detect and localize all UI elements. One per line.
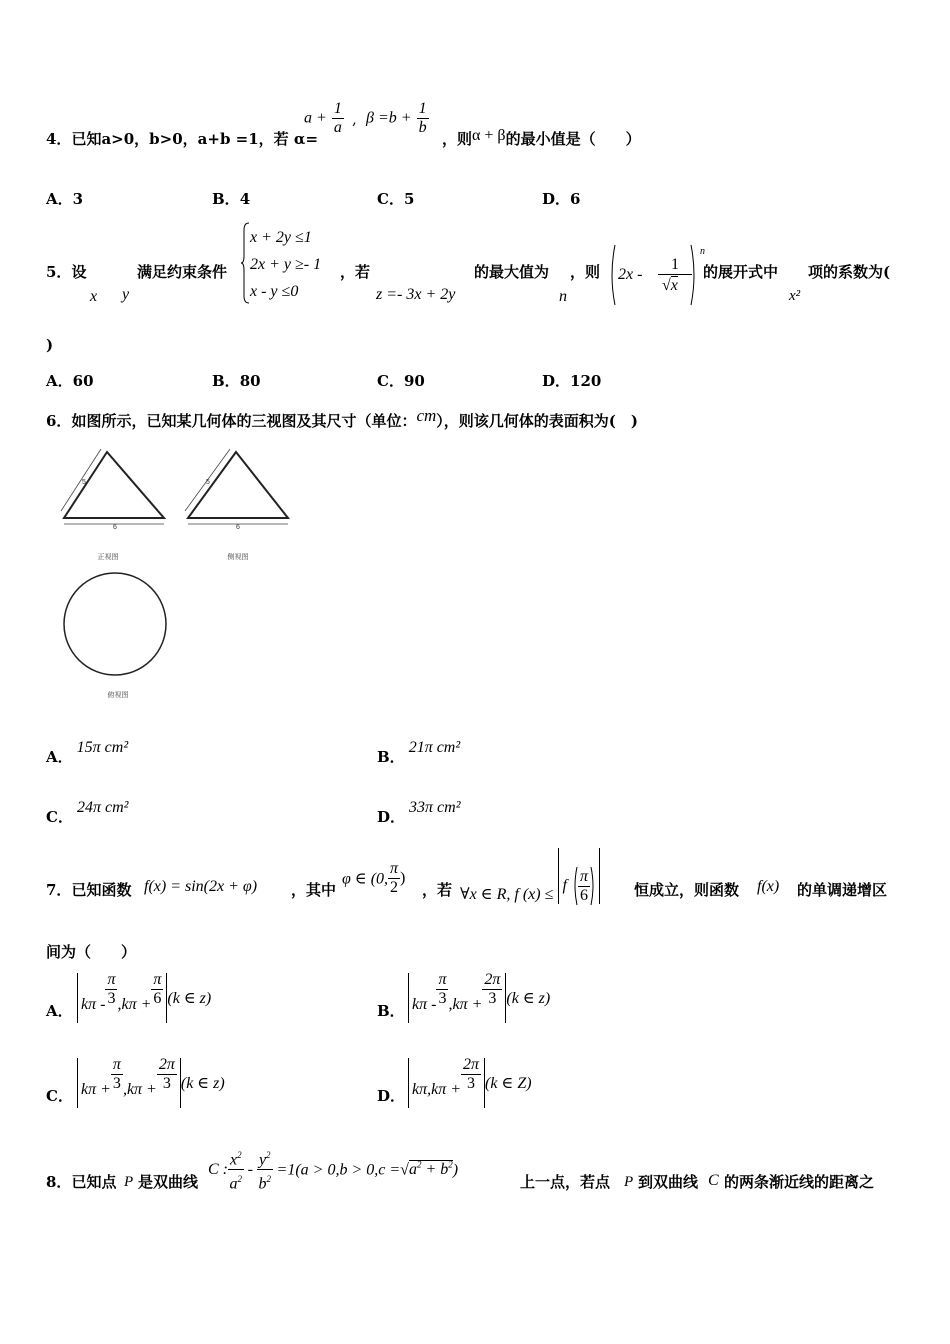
q7-text5: 的单调递增区: [797, 881, 888, 899]
q4-beta-expression: β =b + $\frac{1}{b}$: [366, 100, 427, 136]
q5-text3: ，若: [340, 263, 371, 281]
q5-option-b[interactable]: B．80: [212, 372, 261, 390]
q6-option-b[interactable]: B．21π cm²: [377, 739, 461, 766]
question-5-stem: [46, 261, 86, 282]
q6-front-base-label: 6: [113, 524, 117, 531]
q5-text4: 的最大值为: [474, 263, 550, 281]
q7-option-b[interactable]: kπ - $\frac{\pi}{3}$ ,kπ + $\frac{2\pi}{3}$ (k ∈ z): [408, 973, 550, 1023]
q5-term: x²: [789, 288, 801, 304]
q4-option-b[interactable]: B．4: [212, 190, 251, 208]
q7-text4: 恒成立，则函数: [634, 881, 740, 899]
question-8-stem: [46, 1171, 116, 1192]
q5-var-n: n: [559, 288, 567, 305]
q5-constraint-1: x + 2y ≤1: [250, 229, 312, 246]
q4-option-d[interactable]: D．6: [542, 190, 581, 208]
q8-text5: 的两条渐近线的距离之: [724, 1173, 875, 1191]
q6-front-view-caption: 正视图: [97, 553, 119, 561]
q5-z-expression: z =- 3x + 2y: [376, 286, 456, 303]
q5-text6: 的展开式中: [703, 263, 779, 281]
q4-text1: 已知: [71, 130, 102, 148]
q6-front-view: [61, 449, 164, 531]
q7-option-d[interactable]: kπ,kπ + $\frac{2\pi}{3}$ (k ∈ Z): [408, 1058, 532, 1108]
q7-text2: ，其中: [291, 881, 337, 899]
q4-text2: ，则: [442, 130, 473, 148]
q4-comma: ,: [352, 110, 357, 128]
q8-text3: 上一点，若点: [520, 1173, 611, 1191]
question-7-stem: [46, 879, 131, 900]
q5-close-paren: ): [46, 336, 54, 354]
q6-unit: cm: [416, 406, 437, 425]
q6-option-d[interactable]: D．33π cm²: [377, 799, 461, 826]
q5-text2: 满足约束条件: [137, 263, 228, 281]
q6-side-base-label: 6: [236, 524, 240, 531]
q7-option-b-label[interactable]: B．: [377, 1002, 405, 1020]
q6-front-slant-label: 5: [82, 479, 86, 486]
q7-function-2: f(x): [757, 878, 780, 895]
q5-option-c[interactable]: C．90: [377, 372, 425, 390]
q4-number: 4．: [46, 130, 72, 148]
q7-option-c-label[interactable]: C．: [46, 1087, 73, 1105]
q5-constraint-2: 2x + y ≥- 1: [250, 256, 322, 273]
q6-option-c[interactable]: C．24π cm²: [46, 799, 129, 826]
q8-point-p: P: [124, 1174, 134, 1190]
q4-option-c[interactable]: C．5: [377, 190, 415, 208]
q5-var-y: y: [122, 286, 130, 303]
q6-top-view: [64, 573, 166, 675]
q4-option-a[interactable]: A．3: [46, 190, 84, 208]
q6-option-a[interactable]: A．15π cm²: [46, 739, 129, 766]
q8-curve-c: C: [708, 1172, 719, 1189]
q6-side-slant-label: 5: [206, 479, 210, 486]
q7-number: 7．: [46, 881, 72, 899]
q6-text1: 如图所示，已知某几何体的三视图及其尺寸（单位：: [71, 412, 417, 430]
q4-tail: [442, 128, 641, 149]
q7-text1: 已知函数: [71, 881, 132, 899]
question-6-stem: [46, 406, 638, 431]
q7-option-c[interactable]: kπ + $\frac{\pi}{3}$ ,kπ + $\frac{2\pi}{3}$ (k ∈ z): [77, 1058, 225, 1108]
q7-option-d-label[interactable]: D．: [377, 1087, 406, 1105]
q8-number: 8．: [46, 1173, 72, 1191]
q5-option-d[interactable]: D．120: [542, 372, 602, 390]
q5-text1: 设: [71, 263, 87, 281]
q8-text1: 已知点: [71, 1173, 117, 1191]
q7-condition: ∀x ∈ R, f (x) ≤ f $\frac{\pi}{6}$: [460, 848, 600, 904]
q7-text3: ，若: [422, 881, 453, 899]
q6-number: 6．: [46, 412, 72, 430]
q7-function: f(x) = sin(2x + φ): [144, 878, 258, 895]
q6-three-view-figure: [58, 444, 308, 704]
q5-constraint-brace: [240, 222, 250, 304]
q5-constraint-3: x - y ≤0: [250, 283, 299, 300]
q7-option-a-label[interactable]: A．: [46, 1002, 73, 1020]
q5-option-a[interactable]: A．60: [46, 372, 94, 390]
q6-side-view: [185, 449, 288, 531]
q8-point-p-2: P: [624, 1174, 634, 1190]
q6-text2: ），则该几何体的表面积为( ): [436, 412, 638, 430]
q8-text4: 到双曲线: [638, 1173, 699, 1191]
q5-text5: ，则: [570, 263, 601, 281]
q4-condition: a>0，b>0，a+b =1，若 α=: [101, 130, 319, 148]
q5-constraints: [250, 224, 321, 305]
q7-option-a[interactable]: kπ - $\frac{\pi}{3}$ ,kπ + $\frac{\pi}{6}$ (k ∈ z): [77, 973, 211, 1023]
q4-sum-expression: α + β: [472, 127, 506, 144]
q5-var-x: x: [90, 288, 98, 305]
q6-top-view-caption: 俯视图: [107, 691, 129, 699]
q4-alpha-expression: a + $\frac{1}{a}$: [304, 100, 342, 136]
q8-hyperbola: C : $\frac{x^2}{a^2}$ - $\frac{y^2}{b^2}$ $=1(a > 0,b > 0,c =√a^2 + b^2)$: [208, 1146, 458, 1194]
q7-text6: 间为（ ）: [46, 943, 137, 961]
question-4-stem: [46, 128, 318, 149]
q5-text7: 项的系数为(: [808, 263, 891, 281]
q8-text2: 是双曲线: [138, 1173, 199, 1191]
q4-text3: 的最小值是（ ）: [505, 130, 641, 148]
q6-side-view-caption: 侧视图: [227, 553, 249, 561]
q5-number: 5．: [46, 263, 72, 281]
q7-phi-range: φ ∈ (0, $\frac{\pi}{2}$ ): [342, 860, 406, 896]
